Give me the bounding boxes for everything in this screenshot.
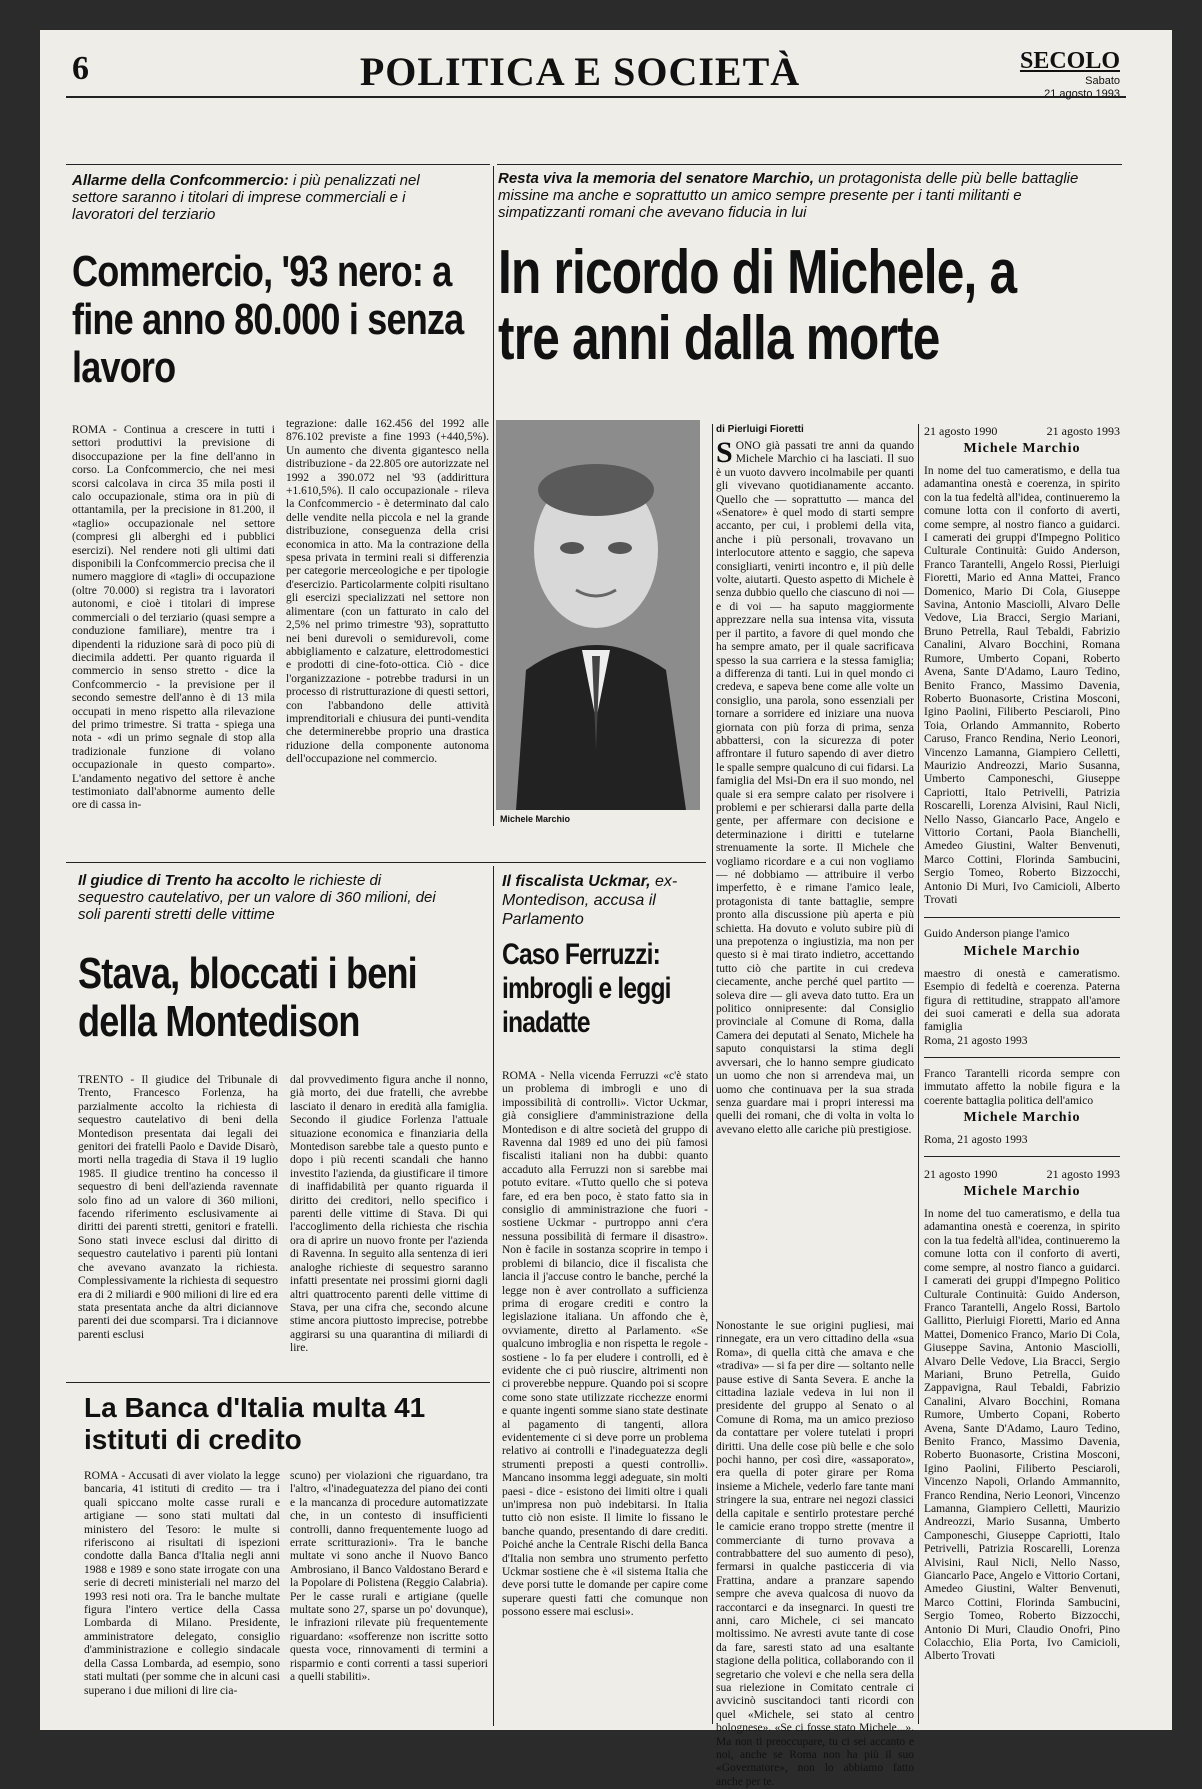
- dropcap: S: [716, 436, 733, 469]
- rule-commercio: [66, 164, 490, 165]
- commercio-headline: Commercio, '93 nero: a fine anno 80.000 i senza lavoro: [72, 247, 464, 392]
- rule-marchio: [497, 164, 1122, 165]
- stava-col-2: dal provvedimento figura anche il nonno, già morto, dei due fratelli, che avrebbe lasciato il denaro in eredità alla famiglia. Secondo il giudice Forlenza l'attuale situazione economica e finanziaria della Montedison sarebbe tale a questo punto e dopo i più recenti scandali che hanno investito l'azienda, da giustificare il timore di inaffidabilità per quanto riguarda il diritto dei creditori, nello specifico i parenti delle vittime di Stava. Di qui l'accoglimento della richiesta che rischia ora di aprire un nuovo fronte per l'azienda di Ravenna. In seguito alla sentenza di ieri analoghe richieste di sequestro saranno infatti presentate nei prossimi giorni dagli altri quattrocento parenti delle vittime di Stava, per una cifra che, secondo alcune stime ancora piuttosto imprecise, potrebbe aggirarsi su una quarantina di miliardi di lire.: [290, 1074, 488, 1355]
- marchio-text-2: Nonostante le sue origini pugliesi, mai rinnegate, era un vero cittadino della «sua Roma», di quella città che amava e che «tradiva» — si fa per dire — soltanto nelle pause estive di Santa Severa. E anche la cittadina laziale vedeva in lui non il presidente del gruppo al Senato o al Comune di Roma, ma un amico prezioso da contattare per volere tutelati i propri diritti. Una delle cose più belle e che solo pochi hanno, per così dire, «assaporato», era quella di poter girare per Roma insieme a Michele, vederlo fare tante mani stringere la sua, entrare nei negozi classici della capitale e sentirlo protestare perché le camicie erano troppo strette (mentre il commerciante di turno provava a contrabbattere del suo aumento di peso), fermarsi in qualche pasticceria di via Frattina, andare a pranzare sapendo sempre che aveva qualcosa di nuovo da raccontarci e da insegnarci. In questi tre anni, caro Michele, ci sei mancato moltissimo. Ne avresti avute tante di cose da fare, saresti stato ad una esaltante stagione della politica, collaborando con il segretario che volevi e che nella sera della sua rielezione in Comitato centrale ci avvicinò suscitandoci tanti ricordi con quel «Michele, sei stato al centro bolognese». «Se ci fosse stato Michele...». Ma non ti preoccupare, tu ci sei accanto e noi, anche se Roma non ha più il suo «Governatore», non lo abbiamo fatto anche per te.: [716, 1320, 914, 1788]
- rule-banca: [66, 1382, 490, 1383]
- commercio-col-2: tegrazione: dalle 162.456 del 1992 alle 876.102 previste a fine 1993 (+440,5%). Un aumento che diventa gigantesco nella distribuzione - da 22.805 ore autorizzate nel 1992 a 390.072 nel '93 (addirittura +1.610,5%). Il calo occupazionale - rileva la Confcommercio - è determinato dal calo delle vendite nella piccola e nel la grande distribuzione, conseguenza della crisi economica in atto. Ma la contrazione della spesa privata in termini reali si differenzia per categorie merceologiche e per tipologie d'esercizio. Particolarmente colpiti risultano gli esercizi specializzati nel settore non alimentare (con un fatturato in calo del 2,5% nel primo trimestre '93), soprattutto nei beni durevoli o semidurevoli, come abbigliamento e calzature, elettrodomestici e prodotti di cine-foto-ottica. Ciò - dice l'organizzazione - potrebbe tradursi in un processo di ristrutturazione di questi settori, con l'abbandono delle attività imprenditoriali e chiusura dei punti-vendita che determinerebbe proprio una drastica riduzione della componente autonoma dell'occupazione nel commercio.: [286, 418, 489, 766]
- marchio-kicker: Resta viva la memoria del senatore Marchio, un protagonista delle più belle battaglie missine ma anche e soprattutto un amico sempre presente per i tanti militanti e simpatizzanti romani che avevano fiducia in lui: [498, 170, 1079, 221]
- page-number: 6: [72, 50, 89, 87]
- banca-headline: La Banca d'Italia multa 41 istituti di credito: [84, 1392, 426, 1455]
- notice-2: Guido Anderson piange l'amico Michele Marchio maestro di onestà e cameratismo. Esempio di fedeltà e coerenza. Paterna figura di rettitudine, strappato all'amore dei suoi camerati e della sua adorata famiglia Roma, 21 agosto 1993: [924, 928, 1120, 1047]
- marchio-text-1: SONO già passati tre anni da quando Michele Marchio ci ha lasciati. Il suo è un vuoto davvero incolmabile per quanti gli vivevano quotidianamente accanto. Quello che — soprattutto — manca del «Senatore» è quel modo di starti sempre accanto, per cui, i problemi della vita, anche i più personali, trovavano un interlocutore attento e saggio, che sapeva consigliarti, venirti incontro e, il più delle volte, aiutarti. Questo aspetto di Michele è senza dubbio quello che ciascuno di noi — e di voi — ha saputo maggiormente apprezzare nella sua intensa vita, vissuta per il partito, a favore di quel mondo che ha sempre amato, per il quale sacrificava spesso la sua carriera e la stessa famiglia; a differenza di tanti. Lui in quel mondo ci credeva, e sapeva bene come alle volte un consiglio, una parola, sono essenziali per tornare a sorridere ed iniziare una nuova giornata con più forza di prima, senza abbattersi, con la sicurezza di poter affrontare il futuro sapendo di aver dietro le spalle sempre qualcuno di cui fidarsi. La famiglia del Msi-Dn era il suo mondo, nel quale si era sempre calato per risolvere i problemi e per schierarsi dalla parte della gente, per affermare con decisione e determinazione i diritti e tutelarne strenuamente la sorte. Il Michele che vogliamo ricordare e a cui non vogliamo — né dobbiamo — attribuire il verbo imperfetto, è e rimane l'amico leale, protagonista di tante battaglie, sempre pronto alla discussione più aperta e più schietta. Ha dovuto e voluto subire più di una prepotenza o ingiustizia, ma non per questo si è mai tirato indietro, accettando tutto ciò che partite in cui credeva ciecamente, anche perché quel partito — soleva dire — gli aveva dato tutto. Era un politico onnipresente: dal Consiglio provinciale al Comune di Roma, dalla Camera dei deputati al Senato, Michele ha saputo conquistarsi la stima degli avversari, che lo hanno sempre giudicato un uomo che non si arrendeva mai, un uomo che continuava per la sua strada senza guardare mai i propri interessi ma quelli dei romani, che di volta in volta lo avevano eletto alle cariche più prestigiose.: [716, 436, 914, 1136]
- masthead-day: Sabato: [1085, 75, 1120, 87]
- stava-kicker: Il giudice di Trento ha accolto le richieste di sequestro cautelativo, per un valore di 360 milioni, dei soli parenti stretti delle vittime: [78, 872, 436, 923]
- notice-4: 21 agosto 1990 21 agosto 1993 Michele Marchio In nome del tuo cameratismo, e della tua adamantina onestà e coerenza, in spirito con la tua fedeltà all'idea, continueremo la comune lotta con il conforto di averti, come sempre, al nostro fianco a guidarci. I camerati dei gruppi d'Impegno Politico Culturale Continuità: Guido Anderson, Franco Tarantelli, Angelo Rossi, Bartolo Gallitto, Pierluigi Fioretti, Mario ed Anna Mattei, Domenico Franco, Mario Di Cola, Giuseppe Savina, Antonio Masciolli, Alvaro Delle Vedove, Lia Bracci, Sergio Mariani, Bruno Petrella, Guido Zappavigna, Raul Tebaldi, Fabrizio Canalini, Alvaro Bocchini, Romana Rumore, Umberto Copani, Roberto Avena, Sante D'Adamo, Lauro Tedino, Benito Franco, Massimo Davenia, Roberto Buonasorte, Cristina Mosconi, Igino Paolini, Filiberto Pesciaroli, Vincenzo Napoli, Orlando Ammannito, Franco Rendina, Nerio Leonori, Vincenzo Lamanna, Giampiero Celletti, Maurizio Andreozzi, Mario Susanna, Umberto Camponeschi, Giuseppe Capriotti, Italo Petrivelli, Patrizia Roscarelli, Lorenza Alvisini, Raul Nicli, Nello Nasso, Giancarlo Pace, Angelo e Vittorio Cortani, Amedeo Giustini, Walter Benvenuti, Marco Cottini, Florinda Sambucini, Sergio Tomeo, Roberto Bizzocchi, Antonio Di Muri, Claudio Onofri, Pino Colacchio, Elia Porta, Ivo Camicioli, Alberto Trovati: [924, 1167, 1120, 1663]
- notices-column: [924, 424, 1120, 1724]
- banca-col-2: scuno) per violazioni che riguardano, tra l'altro, «l'inadeguatezza del piano dei conti e la mancanza di procedure automatizzate che, in un contesto di insufficienti controlli, danno frequentemente luogo ad errate scritturazioni». Tra le banche multate vi sono anche il Nuovo Banco Ambrosiano, il Banco Valdostano Berard e la Popolare di Polistena (Reggio Calabria). Per le casse rurali e artigiane (quelle multate sono 27, sparse un po' dovunque), le infrazioni rilevate più frequentemente riguardano: «sofferenze non iscritte sotto questa voce, rinnovamenti di termini a risparmio e conti correnti a tassi superiori a quelli stabiliti».: [290, 1470, 488, 1684]
- marchio-photo: [496, 420, 700, 810]
- rule-lower: [66, 862, 706, 863]
- banca-col-1: ROMA - Accusati di aver violato la legge bancaria, 41 istituti di credito — tra i quali spiccano molte casse rurali e artigiane — sono stati multati dal ministero del Tesoro: le multe si riferiscono ai risultati di ispezioni condotte dalla Banca d'Italia negli anni 1988 e 1989 e sono state irrogate con una serie di decreti ministeriali nel marzo del 1993 resi noti ora. Tra le banche multate figura l'intero vertice della Cassa Lombarda di Milano. Presidente, amministratore delegato, consiglio d'amministrazione e collegio sindacale della Cassa Lombarda, ad esempio, sono stati multati (per somme che in alcuni casi superano i due milioni di lire cia-: [84, 1470, 280, 1697]
- column-divider-2: [712, 424, 713, 1724]
- column-divider-3: [918, 424, 919, 1724]
- ferruzzi-kicker: Il fiscalista Uckmar, ex- Montedison, accusa il Parlamento: [502, 873, 678, 928]
- notice-3: Franco Tarantelli ricorda sempre con immutato affetto la nobile figura e la coerente battaglia politica dell'amico Michele Marchio Roma, 21 agosto 1993: [924, 1067, 1120, 1147]
- section-title: POLITICA E SOCIETÀ: [359, 49, 801, 94]
- masthead-logo: SECOLO: [1019, 48, 1120, 74]
- photo-caption: Michele Marchio: [500, 814, 571, 824]
- column-divider: [493, 166, 494, 826]
- header-rule: [66, 96, 1126, 98]
- ferruzzi-headline: Caso Ferruzzi: imbrogli e leggi inadatte: [502, 938, 671, 1039]
- masthead-date: 21 agosto 1993: [1044, 88, 1120, 100]
- marchio-byline: di Pierluigi Fioretti: [716, 424, 804, 435]
- masthead: [1010, 48, 1120, 101]
- stava-col-1: TRENTO - Il giudice del Tribunale di Trento, Francesco Forlenza, ha parzialmente accolto la richiesta di sequestro cautelativo di beni della Montedison presentata dai legali dei genitori dei fratelli Paolo e Davide Disarò, morti nella tragedia di Stava il 19 luglio 1985. Il giudice trentino ha concesso il sequestro di beni dell'azienda ravennate solo fino ad un valore di 360 milioni, facendo riferimento esclusivamente ai diritti dei parenti stretti, genitori e fratelli. Sono stati invece esclusi dal diritto di sequestro cautelativo i parenti più lontani che avevano avanzato la richiesta. Complessivamente la richiesta di sequestro era di 2 miliardi e 900 milioni di lire ed era stata presentata anche da altri diciannove parenti dei due scomparsi. Tra i diciannove parenti esclusi: [78, 1074, 278, 1341]
- commercio-kicker: Allarme della Confcommercio: i più penalizzati nel settore saranno i titolari di imprese commerciali e i lavoratori del terziario: [72, 172, 420, 223]
- marchio-headline: In ricordo di Michele, a tre anni dalla morte: [498, 238, 1017, 373]
- portrait-image: [496, 420, 700, 810]
- notice-1: 21 agosto 1990 21 agosto 1993 Michele Marchio In nome del tuo cameratismo, e della tua adamantina onestà e coerenza, in spirito con la tua fedeltà all'idea, continueremo la comune lotta con il conforto di averti, come sempre, al nostro fianco a guidarci. I camerati dei gruppi d'Impegno Politico Culturale Continuità: Guido Anderson, Franco Tarantelli, Angelo Rossi, Pierluigi Fioretti, Mario ed Anna Mattei, Franco Domenico, Mario Di Cola, Giuseppe Savina, Antonio Masciolli, Alvaro Delle Vedove, Lia Bracci, Sergio Mariani, Bruno Petrella, Raul Tebaldi, Fabrizio Canalini, Alvaro Bocchini, Romana Rumore, Umberto Copani, Roberto Avena, Sante D'Adamo, Lauro Tedino, Benito Franco, Massimo Davenia, Roberto Buonasorte, Cristina Mosconi, Igino Paolini, Filiberto Pesciaroli, Pino Toia, Orlando Ammannito, Roberto Caruso, Franco Rendina, Nerio Leonori, Vincenzo Lamanna, Giampiero Celletti, Maurizio Andreozzi, Mario Susanna, Umberto Camponeschi, Giuseppe Capriotti, Italo Petrivelli, Patrizia Roscarelli, Lorenza Alvisini, Raul Nicli, Nello Nasso, Giancarlo Pace, Angelo e Vittorio Cortani, Paola Bianchelli, Amedeo Giustini, Walter Benvenuti, Marco Cottini, Florinda Sambucini, Sergio Tomeo, Roberto Bizzocchi, Antonio Di Muri, Ivo Camicioli, Alberto Trovati: [924, 424, 1120, 906]
- stava-headline: Stava, bloccati i beni della Montedison: [78, 949, 417, 1046]
- commercio-col-1: ROMA - Continua a crescere in tutti i settori produttivi la previsione di disoccupazione per la fine dell'anno in corso. La Confcommercio, che nei mesi scorsi calcolava in circa 35 mila posti il calo occupazionale, stima ora in più di ottantamila, per la precisione in 81.200, il «taglio» occupazionale nel settore (compresi gli alberghi ed i pubblici esercizi). Nel rendere noti gli ultimi dati disponibili la Confcommercio precisa che il numero maggiore di «tagli» di occupazione (oltre 70.000) si registra tra i lavoratori autonomi, e cioè i titolari di imprese commerciali o del terziario (quasi sempre a conduzione familiare), mentre tra i dipendenti la riduzione sarà di poco più di diecimila addetti. Per quanto riguarda il commercio in senso stretto - dice la Confcommercio - la previsione per il secondo semestre dell'anno è di 13 mila occupati in meno rispetto alla rilevazione del primo trimestre. Si tratta - spiega una nota - «di un primo segnale di stop alla tradizionale funzione di volano occupazionale in questo comparto». L'andamento negativo del settore è anche testimoniato dall'abnorme aumento delle ore di cassa in-: [72, 424, 275, 812]
- column-divider-lower: [493, 866, 494, 1726]
- ferruzzi-text: ROMA - Nella vicenda Ferruzzi «c'è stato un problema di imbrogli e uno di impossibilità di controlli». Victor Uckmar, già consigliere d'amministrazione della Montedison e di altre società del gruppo di Ravenna dal 1989 ed uno dei più famosi fiscalisti italiani non ha dubbi: quanto accaduto alla Ferruzzi non si sarebbe mai potuto evitare. «Tutto quello che si poteva fare, ed era ben poco, è stato fatto sia in consiglio di amministrazione che fuori - sostiene Uckmar - purtroppo anni c'era nessuna possibilità di fermare il disastro». Non è facile in sostanza scoprire in tempo i problemi di bilancio, dice il fiscalista che lancia il j'accuse contro le banche, perché la legge non è aver controllato a sufficienza prima di erogare crediti e contro la legislazione italiana. Un affondo che è, ovviamente, diretto al Parlamento. «Se qualcuno imbroglia e non rispetta le regole - sostiene - lo fa per eludere i controlli, ed è evidente che ci può riuscire, altrimenti non ci proverebbe neppure. Quando poi si scopre come sono state utilizzate ricchezze enormi e quante ingenti somme siano state destinate al pagamento di tangenti, allora evidentemente ci si deve porre un problema relativo ai controlli e l'inadeguatezza degli strumenti preposti a questi controlli». Mancano insomma leggi adeguate, sin molti paesi - dice - esistono dei limiti oltre i quali un'impresa non può indebitarsi. In Italia tutto ciò non esiste. Il limite lo fissano le banche quando, presentando di dare crediti. Poiché anche la Centrale Rischi della Banca d'Italia non sembra uno strumento perfetto Uckmar sostiene che è «il sistema Italia che deve porsi tutte le domande per capire come superare questi fatti che comunque non possono essere mai esclusi».: [502, 1070, 708, 1619]
